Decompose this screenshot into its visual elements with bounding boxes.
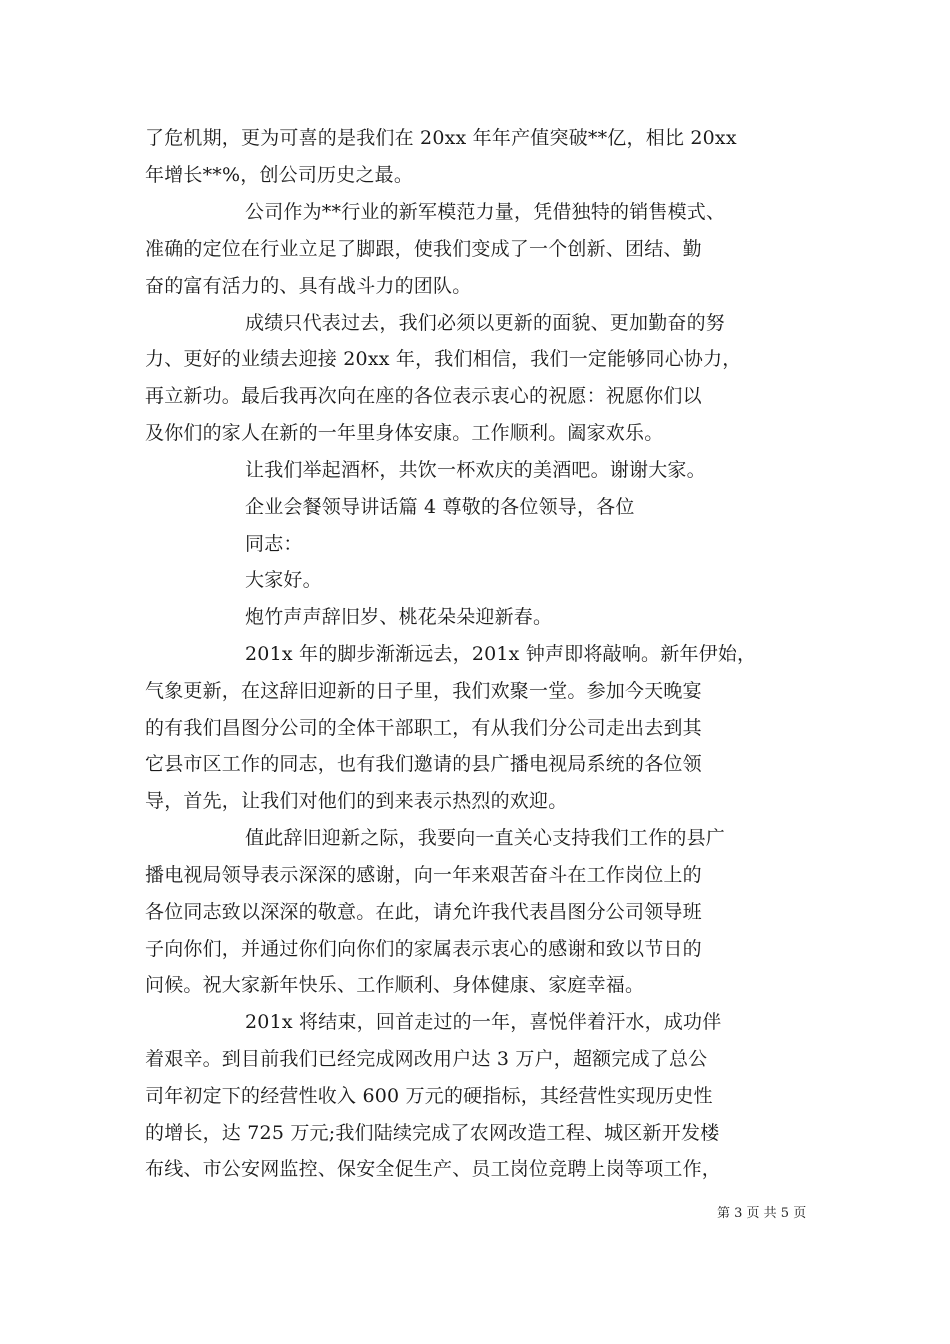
text-line-14: 炮竹声声辞旧岁、桃花朵朵迎新春。 (245, 606, 553, 628)
text-line-3: 公司作为**行业的新军模范力量，凭借独特的销售模式、 (245, 201, 726, 223)
text-line-15: 201x 年的脚步渐渐远去，201x 钟声即将敲响。新年伊始， (245, 643, 757, 665)
text-line-1: 了危机期，更为可喜的是我们在 20xx 年年产值突破**亿，相比 20xx (145, 127, 737, 149)
text-line-25: 201x 将结束，回首走过的一年，喜悦伴着汗水，成功伴 (245, 1011, 722, 1033)
text-line-13: 大家好。 (245, 569, 322, 591)
text-line-24: 问候。祝大家新年快乐、工作顺利、身体健康、家庭幸福。 (145, 974, 645, 996)
text-line-21: 播电视局领导表示深深的感谢，向一年来艰苦奋斗在工作岗位上的 (145, 864, 702, 886)
text-line-18: 它县市区工作的同志，也有我们邀请的县广播电视局系统的各位领 (145, 753, 702, 775)
text-line-17: 的有我们昌图分公司的全体干部职工，有从我们分公司走出去到其 (145, 717, 702, 739)
text-line-6: 成绩只代表过去，我们必须以更新的面貌、更加勤奋的努 (245, 312, 726, 334)
text-line-16: 气象更新，在这辞旧迎新的日子里，我们欢聚一堂。参加今天晚宴 (145, 680, 702, 702)
text-line-19: 导，首先，让我们对他们的到来表示热烈的欢迎。 (145, 790, 568, 812)
page-number-footer: 第 3 页 共 5 页 (717, 1206, 807, 1221)
text-line-2: 年增长**%，创公司历史之最。 (145, 164, 414, 186)
text-line-5: 奋的富有活力的、具有战斗力的团队。 (145, 275, 472, 297)
text-line-29: 布线、市公安网监控、保安全促生产、员工岗位竞聘上岗等项工作， (145, 1158, 722, 1180)
text-line-28: 的增长，达 725 万元;我们陆续完成了农网改造工程、城区新开发楼 (145, 1122, 720, 1144)
text-line-8: 再立新功。最后我再次向在座的各位表示衷心的祝愿：祝愿你们以 (145, 385, 702, 407)
text-line-12: 同志： (245, 533, 303, 555)
text-line-22: 各位同志致以深深的敬意。在此，请允许我代表昌图分公司领导班 (145, 901, 702, 923)
text-line-23: 子向你们，并通过你们向你们的家属表示衷心的感谢和致以节日的 (145, 938, 702, 960)
text-line-20: 值此辞旧迎新之际，我要向一直关心支持我们工作的县广 (245, 827, 726, 849)
text-line-26: 着艰辛。到目前我们已经完成网改用户达 3 万户，超额完成了总公 (145, 1048, 708, 1070)
text-line-4: 准确的定位在行业立足了脚跟，使我们变成了一个创新、团结、勤 (145, 238, 702, 260)
text-line-11: 企业会餐领导讲话篇 4 尊敬的各位领导，各位 (245, 496, 635, 518)
text-line-7: 力、更好的业绩去迎接 20xx 年，我们相信，我们一定能够同心协力， (145, 348, 742, 370)
text-line-9: 及你们的家人在新的一年里身体安康。工作顺利。阖家欢乐。 (145, 422, 664, 444)
text-line-27: 司年初定下的经营性收入 600 万元的硬指标，其经营性实现历史性 (145, 1085, 713, 1107)
text-line-10: 让我们举起酒杯，共饮一杯欢庆的美酒吧。谢谢大家。 (245, 459, 706, 481)
